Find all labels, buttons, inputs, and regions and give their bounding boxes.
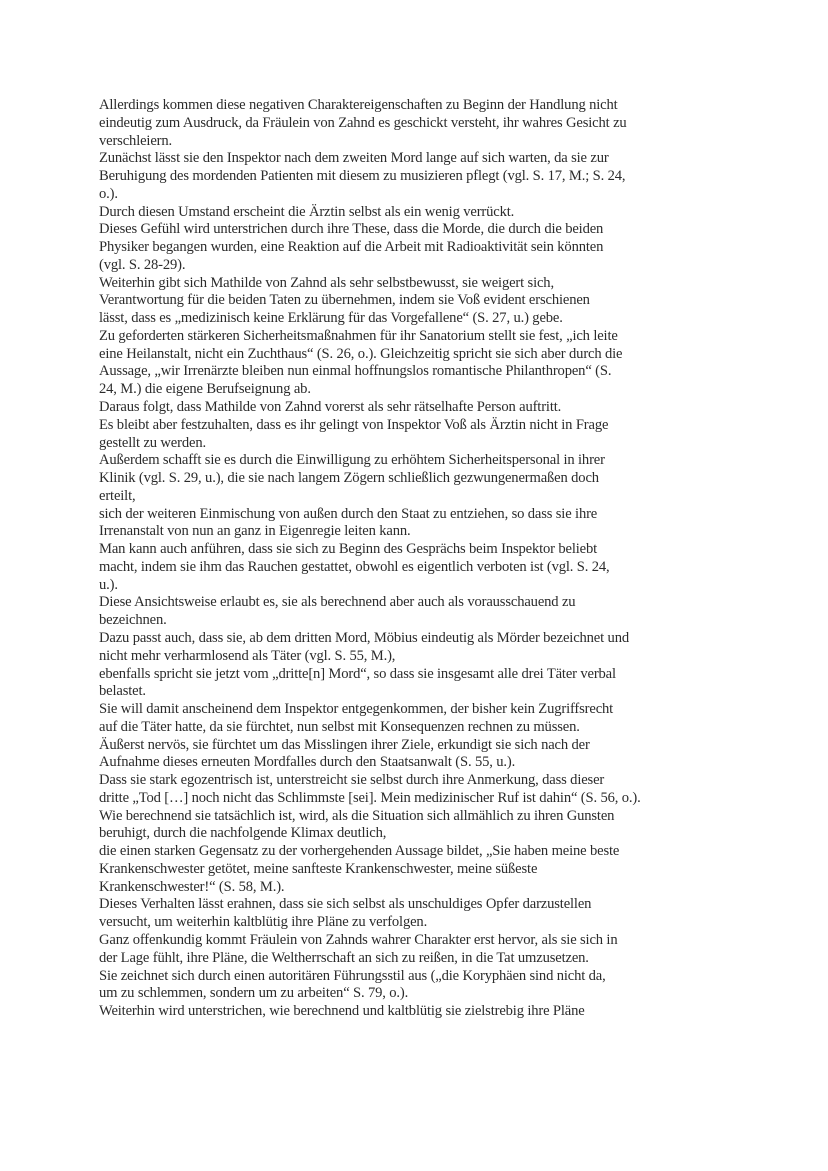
text-line: der Lage fühlt, ihre Pläne, die Weltherrschaft an sich zu reißen, in die Tat umzusetzen.: [99, 949, 589, 966]
text-line: o.).: [99, 185, 118, 202]
text-line: erteilt,: [99, 487, 136, 504]
text-line: nicht mehr verharmlosend als Täter (vgl. S. 55, M.),: [99, 647, 396, 664]
text-line: Daraus folgt, dass Mathilde von Zahnd vorerst als sehr rätselhafte Person auftritt.: [99, 399, 562, 416]
text-line: Krankenschwester getötet, meine sanfteste Krankenschwester, meine süßeste: [99, 860, 538, 877]
text-line: Irrenanstalt von nun an ganz in Eigenregie leiten kann.: [99, 523, 411, 540]
text-line: Physiker begangen wurden, eine Reaktion auf die Arbeit mit Radioaktivität sein könnten: [99, 239, 604, 256]
text-line: um zu schlemmen, sondern um zu arbeiten“ S. 79, o.).: [99, 985, 409, 1002]
text-line: Zu geforderten stärkeren Sicherheitsmaßnahmen für ihr Sanatorium stellt sie fest, „ich leite: [99, 327, 618, 344]
text-line: die einen starken Gegensatz zu der vorhergehenden Aussage bildet, „Sie haben meine beste: [99, 843, 620, 860]
text-line: Weiterhin gibt sich Mathilde von Zahnd als sehr selbstbewusst, sie weigert sich,: [99, 274, 554, 291]
text-line: Krankenschwester!“ (S. 58, M.).: [99, 878, 285, 895]
text-line: eindeutig zum Ausdruck, da Fräulein von Zahnd es geschickt versteht, ihr wahres Gesicht zu: [99, 114, 627, 131]
text-line: Klinik (vgl. S. 29, u.), die sie nach langem Zögern schließlich gezwungenermaßen doch: [99, 470, 599, 487]
text-line: Dass sie stark egozentrisch ist, unterstreicht sie selbst durch ihre Anmerkung, dass dieser: [99, 772, 605, 789]
text-line: Beruhigung des mordenden Patienten mit diesem zu musizieren pflegt (vgl. S. 17, M.; S. 24,: [99, 168, 626, 185]
text-line: Diese Ansichtsweise erlaubt es, sie als berechnend aber auch als vorausschauend zu: [99, 594, 576, 611]
text-line: Zunächst lässt sie den Inspektor nach dem zweiten Mord lange auf sich warten, da sie zur: [99, 150, 609, 167]
text-line: Sie will damit anscheinend dem Inspektor entgegenkommen, der bisher kein Zugriffsrecht: [99, 701, 614, 718]
text-line: eine Heilanstalt, nicht ein Zuchthaus“ (S. 26, o.). Gleichzeitig spricht sie sich aber durch die: [99, 345, 623, 362]
text-line: Aussage, „wir Irrenärzte bleiben nun einmal hoffnungslos romantische Philanthropen“ (S.: [99, 363, 612, 380]
text-line: beruhigt, durch die nachfolgende Klimax deutlich,: [99, 825, 387, 842]
text-line: ebenfalls spricht sie jetzt vom „dritte[n] Mord“, so dass sie insgesamt alle drei Täter verbal: [99, 665, 616, 682]
text-line: 24, M.) die eigene Berufseignung ab.: [99, 381, 311, 398]
text-line: verschleiern.: [99, 132, 173, 149]
text-line: Es bleibt aber festzuhalten, dass es ihr gelingt von Inspektor Voß als Ärztin nicht in Frage: [99, 416, 609, 433]
text-line: gestellt zu werden.: [99, 434, 206, 451]
text-line: (vgl. S. 28-29).: [99, 256, 186, 273]
text-line: dritte „Tod […] noch nicht das Schlimmste [sei]. Mein medizinischer Ruf ist dahin“ (S. 56, o.).: [99, 789, 641, 806]
text-line: sich der weiteren Einmischung von außen durch den Staat zu entziehen, so dass sie ihre: [99, 505, 598, 522]
text-line: Dazu passt auch, dass sie, ab dem dritten Mord, Möbius eindeutig als Mörder bezeichnet und: [99, 629, 629, 646]
document-page: [99, 97, 739, 1021]
text-line: versucht, um weiterhin kaltblütig ihre Pläne zu verfolgen.: [99, 914, 428, 931]
text-line: u.).: [99, 576, 118, 593]
text-line: Dieses Verhalten lässt erahnen, dass sie sich selbst als unschuldiges Opfer darzustellen: [99, 896, 592, 913]
text-line: Verantwortung für die beiden Taten zu übernehmen, indem sie Voß evident erschienen: [99, 292, 590, 309]
text-line: bezeichnen.: [99, 612, 167, 629]
text-line: Äußerst nervös, sie fürchtet um das Misslingen ihrer Ziele, erkundigt sie sich nach der: [99, 736, 590, 753]
text-line: macht, indem sie ihm das Rauchen gestattet, obwohl es eigentlich verboten ist (vgl. S. 24,: [99, 558, 610, 575]
text-line: Ganz offenkundig kommt Fräulein von Zahnds wahrer Charakter erst hervor, als sie sich in: [99, 931, 618, 948]
text-line: Man kann auch anführen, dass sie sich zu Beginn des Gesprächs beim Inspektor beliebt: [99, 541, 598, 558]
text-line: Dieses Gefühl wird unterstrichen durch ihre These, dass die Morde, die durch die beiden: [99, 221, 604, 238]
text-line: Wie berechnend sie tatsächlich ist, wird, als die Situation sich allmählich zu ihren Gunsten: [99, 807, 615, 824]
text-line: Allerdings kommen diese negativen Charaktereigenschaften zu Beginn der Handlung nicht: [99, 97, 618, 113]
text-line: Außerdem schafft sie es durch die Einwilligung zu erhöhtem Sicherheitspersonal in ihrer: [99, 452, 605, 469]
text-line: auf die Täter hatte, da sie fürchtet, nun selbst mit Konsequenzen rechnen zu müssen.: [99, 718, 580, 735]
text-line: belastet.: [99, 683, 146, 700]
text-line: Weiterhin wird unterstrichen, wie berechnend und kaltblütig sie zielstrebig ihre Pläne: [99, 1003, 585, 1020]
text-line: Durch diesen Umstand erscheint die Ärztin selbst als ein wenig verrückt.: [99, 203, 515, 220]
text-line: lässt, dass es „medizinisch keine Erklärung für das Vorgefallene“ (S. 27, u.) gebe.: [99, 310, 563, 327]
text-line: Aufnahme dieses erneuten Mordfalles durch den Staatsanwalt (S. 55, u.).: [99, 754, 516, 771]
text-line: Sie zeichnet sich durch einen autoritären Führungsstil aus („die Koryphäen sind nicht da,: [99, 967, 606, 984]
